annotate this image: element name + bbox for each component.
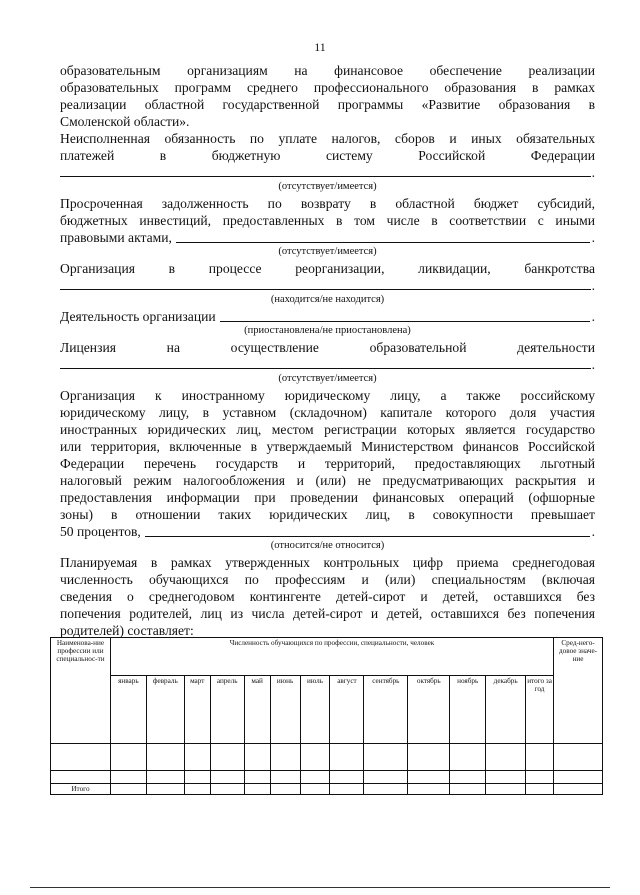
header-month: январь	[110, 676, 146, 744]
text-line: Лицензия на осуществление образовательной деятельности	[60, 340, 595, 355]
text-line: платежей в бюджетную систему Российской Федерации	[60, 148, 595, 163]
hint-license: (отсутствует/имеется)	[278, 373, 377, 384]
text-line: Смоленской области».	[60, 114, 190, 129]
text-line: юридическому лицу, в уставном (складочном) капитале которого доля участия	[60, 405, 595, 420]
header-month: ноябрь	[450, 676, 486, 744]
overdue-debt-field[interactable]: правовыми актами, .	[60, 230, 595, 245]
text-line: Неисполненная обязанность по уплате налогов, сборов и иных обязательных	[60, 131, 595, 146]
license-field[interactable]: .	[60, 356, 595, 373]
header-month: март	[184, 676, 210, 744]
hint-reorganization: (находится/не находится)	[270, 294, 385, 305]
hint-offshore: (относится/не относится)	[270, 540, 385, 551]
reorganization-field[interactable]: .	[60, 277, 595, 294]
text-line: образовательным организациям на финансовое обеспечение реализации	[60, 63, 595, 78]
header-month: август	[330, 676, 364, 744]
activity-field[interactable]: Деятельность организации .	[60, 309, 595, 324]
text-line: зоны) в отношении таких юридических лиц, в совокупности превышает	[60, 507, 595, 522]
header-month: октябрь	[408, 676, 450, 744]
hint-overdue-debt: (отсутствует/имеется)	[278, 246, 377, 257]
header-month: июнь	[270, 676, 300, 744]
text-line: Организация к иностранному юридическому лицу, а также российскому	[60, 388, 595, 403]
hint-activity: (приостановлена/не приостановлена)	[244, 325, 411, 336]
enrollment-table	[50, 637, 603, 795]
total-row	[51, 784, 603, 795]
text-line: реализации областной государственной программы «Развитие образования в	[60, 97, 595, 112]
text-line: численность обучающихся по профессиям и (или) специальностям (включая	[60, 572, 595, 587]
total-label: Итого	[51, 784, 111, 795]
text-line: бюджетных инвестиций, предоставленных в том числе в соответствии с иными	[60, 213, 595, 228]
table-row	[51, 771, 603, 784]
header-profession: Наименова-ние профессии или специальнос-ти	[51, 638, 111, 744]
header-month: апрель	[210, 676, 244, 744]
text-line: Федерации перечень государств и территорий, предоставляющих льготный	[60, 456, 595, 471]
header-month: сентябрь	[364, 676, 408, 744]
text-line: Просроченная задолженность по возврату в областной бюджет субсидий,	[60, 196, 595, 211]
text-line: Организация в процессе реорганизации, ликвидации, банкротства	[60, 261, 595, 276]
document-body	[60, 62, 595, 639]
bottom-rule	[30, 887, 610, 888]
text-line: иностранных юридических лиц, местом регистрации которых является государство	[60, 422, 595, 437]
text-line: Планируемая в рамках утвержденных контрольных цифр приема среднегодовая	[60, 555, 595, 570]
text-line: сведения о среднегодовом контингенте детей-сирот и детей, оставшихся без	[60, 589, 595, 604]
text-line: предоставления информации при проведении финансовых операций (офшорные	[60, 490, 595, 505]
offshore-field[interactable]: 50 процентов, .	[60, 524, 595, 539]
text-line: налоговый режим налогообложения и (или) не предусматривающих раскрытия и	[60, 473, 595, 488]
page-number: 11	[314, 40, 326, 54]
header-total-year: итого за год	[526, 676, 554, 744]
header-month: май	[244, 676, 270, 744]
text-line: или территория, включенные в утверждаемый Министерством финансов Российской	[60, 439, 595, 454]
header-month: июль	[300, 676, 330, 744]
text-line: попечения родителей, лиц из числа детей-сирот и детей, оставшихся без попечения	[60, 606, 595, 621]
header-average: Сред-него-довое значе-ние	[554, 638, 603, 744]
header-month: февраль	[146, 676, 184, 744]
tax-debt-field[interactable]: .	[60, 164, 595, 181]
table-row	[51, 744, 603, 771]
hint-tax-debt: (отсутствует/имеется)	[278, 181, 377, 192]
header-month: декабрь	[486, 676, 526, 744]
text-line: образовательных программ среднего профессионального образования в рамках	[60, 80, 595, 95]
header-enrollment: Численность обучающихся по профессии, специальности, человек	[110, 638, 553, 676]
text-line: родителей) составляет:	[60, 623, 194, 638]
